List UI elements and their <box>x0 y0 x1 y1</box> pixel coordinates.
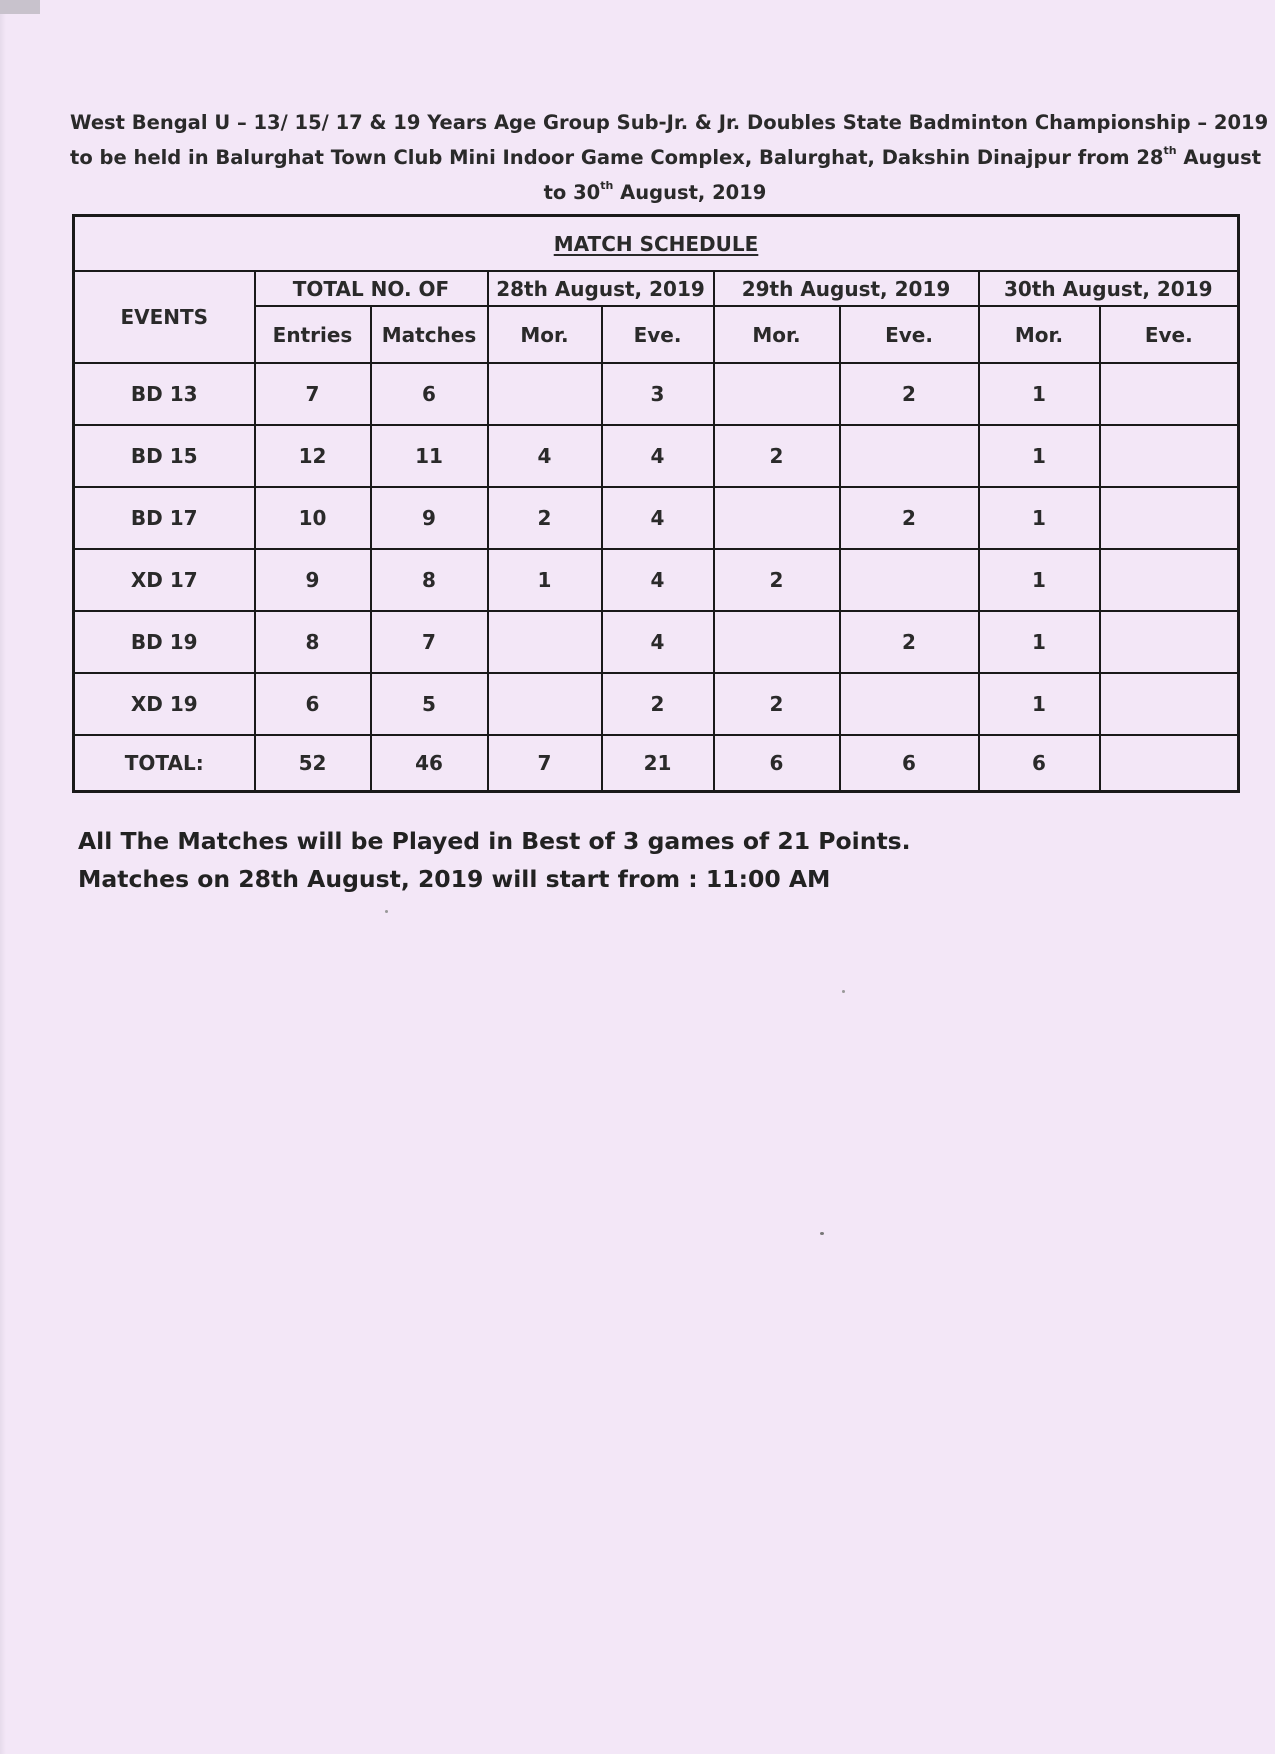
value-cell <box>1100 425 1239 487</box>
heading-line-3-end: August, 2019 <box>613 181 767 204</box>
scan-speck <box>820 1232 824 1235</box>
value-cell <box>1100 487 1239 549</box>
matches-header: Matches <box>371 306 488 363</box>
value-cell: 4 <box>488 425 602 487</box>
day-header-28: 28th August, 2019 <box>488 271 714 306</box>
morning-header: Mor. <box>979 306 1100 363</box>
value-cell: 2 <box>714 549 840 611</box>
value-cell: 8 <box>371 549 488 611</box>
value-cell: 9 <box>371 487 488 549</box>
event-cell: BD 17 <box>74 487 255 549</box>
note-line-1: All The Matches will be Played in Best of 3 games of 21 Points. <box>78 827 911 855</box>
event-cell: BD 13 <box>74 363 255 425</box>
event-cell: TOTAL: <box>74 735 255 792</box>
value-cell <box>840 425 979 487</box>
value-cell: 1 <box>979 673 1100 735</box>
value-cell: 1 <box>979 487 1100 549</box>
value-cell: 21 <box>602 735 714 792</box>
morning-header: Mor. <box>488 306 602 363</box>
value-cell: 1 <box>488 549 602 611</box>
value-cell: 2 <box>488 487 602 549</box>
entries-header: Entries <box>255 306 371 363</box>
document-heading <box>70 105 1269 210</box>
value-cell: 4 <box>602 487 714 549</box>
match-schedule-table <box>72 214 1240 793</box>
notes <box>78 822 911 898</box>
table-row <box>74 363 1239 425</box>
heading-line-2 <box>70 140 1262 175</box>
scan-speck <box>842 990 845 993</box>
value-cell: 6 <box>840 735 979 792</box>
value-cell: 11 <box>371 425 488 487</box>
value-cell <box>714 611 840 673</box>
value-cell: 7 <box>255 363 371 425</box>
value-cell: 1 <box>979 611 1100 673</box>
value-cell <box>488 363 602 425</box>
heading-line-2-sup: th <box>1163 143 1177 157</box>
value-cell: 2 <box>714 425 840 487</box>
value-cell <box>488 673 602 735</box>
value-cell: 2 <box>840 487 979 549</box>
events-header: EVENTS <box>74 271 255 363</box>
value-cell: 1 <box>979 425 1100 487</box>
value-cell: 4 <box>602 425 714 487</box>
value-cell: 2 <box>840 611 979 673</box>
table-row <box>74 425 1239 487</box>
value-cell: 2 <box>840 363 979 425</box>
evening-header: Eve. <box>602 306 714 363</box>
heading-line-3-sup: th <box>600 178 614 192</box>
heading-line-2-text: to be held in Balurghat Town Club Mini Indoor Game Complex, Balurghat, Dakshin Dinajpur from 28 <box>70 146 1164 169</box>
value-cell: 1 <box>979 549 1100 611</box>
table-body <box>74 363 1239 792</box>
value-cell <box>488 611 602 673</box>
scan-shadow <box>0 14 6 1754</box>
value-cell <box>714 487 840 549</box>
value-cell: 9 <box>255 549 371 611</box>
value-cell <box>1100 363 1239 425</box>
value-cell: 8 <box>255 611 371 673</box>
value-cell: 6 <box>979 735 1100 792</box>
value-cell: 6 <box>371 363 488 425</box>
heading-line-1: West Bengal U – 13/ 15/ 17 & 19 Years Age Group Sub-Jr. & Jr. Doubles State Badminton Championship – 2019 <box>70 111 1269 134</box>
value-cell <box>840 673 979 735</box>
day-header-29: 29th August, 2019 <box>714 271 979 306</box>
heading-line-3-text: to 30 <box>543 181 601 204</box>
total-row <box>74 735 1239 792</box>
day-header-30: 30th August, 2019 <box>979 271 1239 306</box>
event-cell: XD 19 <box>74 673 255 735</box>
value-cell <box>1100 673 1239 735</box>
scan-edge <box>0 0 40 14</box>
value-cell: 4 <box>602 549 714 611</box>
group-header-row <box>74 271 1239 306</box>
value-cell: 6 <box>255 673 371 735</box>
value-cell: 2 <box>714 673 840 735</box>
note-line-2: Matches on 28th August, 2019 will start from : 11:00 AM <box>78 865 831 893</box>
value-cell <box>1100 735 1239 792</box>
value-cell: 7 <box>371 611 488 673</box>
value-cell: 12 <box>255 425 371 487</box>
total-header: TOTAL NO. OF <box>255 271 488 306</box>
event-cell: BD 19 <box>74 611 255 673</box>
value-cell <box>1100 611 1239 673</box>
table-row <box>74 673 1239 735</box>
value-cell: 4 <box>602 611 714 673</box>
table-row <box>74 549 1239 611</box>
value-cell: 52 <box>255 735 371 792</box>
heading-line-3 <box>70 175 1240 210</box>
table-title-row <box>74 216 1239 272</box>
table-row <box>74 611 1239 673</box>
table-row <box>74 487 1239 549</box>
value-cell: 1 <box>979 363 1100 425</box>
morning-header: Mor. <box>714 306 840 363</box>
scan-speck <box>385 910 388 913</box>
value-cell <box>714 363 840 425</box>
value-cell: 5 <box>371 673 488 735</box>
value-cell: 10 <box>255 487 371 549</box>
event-cell: BD 15 <box>74 425 255 487</box>
table-title: MATCH SCHEDULE <box>74 216 1239 272</box>
event-cell: XD 17 <box>74 549 255 611</box>
value-cell: 2 <box>602 673 714 735</box>
evening-header: Eve. <box>1100 306 1239 363</box>
evening-header: Eve. <box>840 306 979 363</box>
heading-line-2-end: August <box>1176 146 1262 169</box>
value-cell <box>1100 549 1239 611</box>
value-cell: 6 <box>714 735 840 792</box>
value-cell: 3 <box>602 363 714 425</box>
value-cell: 46 <box>371 735 488 792</box>
value-cell: 7 <box>488 735 602 792</box>
value-cell <box>840 549 979 611</box>
